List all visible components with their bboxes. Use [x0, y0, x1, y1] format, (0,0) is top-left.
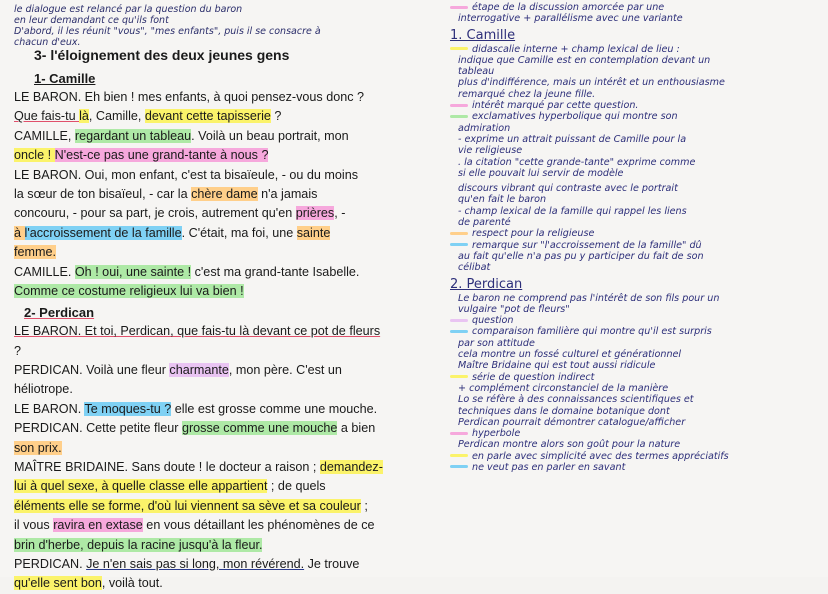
text-segment: , Camille, — [88, 109, 145, 124]
note-text: Maître Bridaine qui est tout aussi ridicule — [458, 360, 656, 372]
handwritten-note: en leur demandant ce qu'ils font — [14, 15, 169, 26]
text-line — [14, 204, 454, 223]
note-text: Perdican pourrait démontrer catalogue/afficher — [458, 416, 686, 428]
text-segment: LE BARON. — [14, 401, 85, 416]
note-line — [450, 13, 828, 24]
text-line — [14, 127, 454, 146]
text-segment: elle est grosse comme une mouche. — [171, 401, 378, 416]
text-segment: CAMILLE, — [14, 128, 75, 143]
note-text: plus d'indifférence, mais un intérêt et un enthousiasme — [458, 77, 725, 89]
highlight-marker — [450, 375, 468, 378]
highlighted-text: devant cette tapisserie — [144, 109, 271, 124]
text-segment: PERDICAN. — [14, 556, 87, 571]
highlighted-text: éléments elle se forme, d'où lui viennent sa sève et sa couleur — [14, 498, 361, 513]
text-segment: PERDICAN. Cette petite fleur — [14, 421, 182, 436]
highlight-marker — [450, 6, 468, 9]
text-line — [14, 400, 454, 419]
note-line — [450, 77, 828, 88]
text-line — [14, 224, 454, 243]
note-text: hyperbole — [472, 428, 521, 440]
note-text: Perdican montre alors son goût pour la nature — [458, 439, 681, 451]
note-line — [450, 338, 828, 349]
note-text: de parenté — [458, 217, 511, 229]
text-segment: ? — [14, 343, 22, 358]
note-line — [450, 89, 828, 100]
text-line — [14, 361, 454, 380]
highlighted-text: brin d'herbe, depuis la racine jusqu'à la fleur. — [14, 537, 263, 552]
highlighted-text: Je n'en sais pas si long, mon révérend. — [86, 556, 305, 571]
highlight-marker — [450, 465, 468, 468]
note-text: remarque sur "l'accroissement de la famille" dû — [472, 239, 702, 251]
note-text: qu'en fait le baron — [458, 194, 547, 206]
note-line — [450, 2, 828, 13]
highlighted-text: sainte — [296, 225, 331, 240]
text-segment: il vous — [14, 518, 54, 533]
text-segment: . Voilà un beau portrait, mon — [191, 128, 349, 143]
note-text: au fait qu'elle n'a pas pu y participer du fait de son — [458, 250, 704, 262]
text-line — [14, 380, 454, 399]
highlighted-text: l'accroissement de la famille — [24, 225, 182, 240]
text-line — [14, 322, 454, 341]
text-line — [14, 282, 454, 301]
text-line — [14, 88, 454, 107]
text-line — [14, 555, 454, 574]
handwritten-note: D'abord, il les réunit "vous", "mes enfants", puis il se consacre à — [14, 26, 321, 37]
note-line — [450, 394, 828, 405]
note-text: 1. Camille — [450, 27, 516, 43]
note-text: + complément circonstanciel de la manière — [458, 382, 669, 394]
highlighted-text: chère dame — [191, 186, 258, 201]
note-line — [450, 326, 828, 337]
note-text: remarqué chez la jeune fille. — [458, 88, 596, 100]
note-line — [450, 315, 828, 326]
text-segment: a bien — [337, 421, 376, 436]
note-text: techniques dans le domaine botanique dont — [458, 405, 670, 417]
highlighted-text: femme. — [14, 245, 56, 260]
text-segment: , - — [334, 206, 346, 221]
highlight-marker — [450, 104, 468, 107]
text-segment: c'est ma grand-tante Isabelle. — [191, 264, 360, 279]
notes-list — [450, 2, 828, 473]
text-segment: MAÎTRE BRIDAINE. Sans doute ! le docteur a raison ; — [14, 460, 320, 475]
note-text: étape de la discussion amorcée par une — [472, 2, 665, 13]
note-line — [450, 240, 828, 251]
handwritten-note: chacun d'eux. — [14, 37, 81, 48]
highlight-marker — [450, 243, 468, 246]
note-line — [450, 206, 828, 217]
highlighted-text: Comme ce costume religieux lui va bien ! — [14, 283, 244, 298]
note-line — [450, 44, 828, 55]
note-line — [450, 349, 828, 360]
note-line — [450, 417, 828, 428]
highlight-marker — [450, 330, 468, 333]
note-text: respect pour la religieuse — [472, 228, 595, 240]
highlighted-text: là — [79, 109, 89, 124]
text-segment: en vous détaillant les phénomènes de ce — [142, 518, 375, 533]
text-segment: ; — [360, 498, 368, 513]
note-text: par son attitude — [458, 337, 535, 349]
note-line — [450, 251, 828, 262]
text-line — [14, 439, 454, 458]
text-segment: ; de quels — [267, 479, 326, 494]
highlighted-text: N'est-ce pas une grand-tante à nous ? — [54, 148, 269, 163]
note-line — [450, 372, 828, 383]
note-text: question — [472, 315, 514, 327]
note-line — [450, 66, 828, 77]
highlighted-text: Te moques-tu ? — [84, 401, 172, 416]
notes-column — [450, 0, 828, 473]
highlighted-text: LE BARON. Et toi, Perdican, que fais-tu là devant ce pot de fleurs — [14, 324, 381, 339]
note-text: didascalie interne + champ lexical de lieu : — [472, 43, 680, 55]
text-segment: , voilà tout. — [101, 576, 163, 591]
note-text: Le baron ne comprend pas l'intérêt de son fils pour un — [458, 292, 720, 304]
text-segment: . C'était, ma foi, une — [181, 225, 297, 240]
note-line — [450, 100, 828, 111]
perdican-passage — [14, 322, 454, 593]
note-line — [450, 194, 828, 205]
note-text: série de question indirect — [472, 371, 595, 383]
note-line — [450, 183, 828, 194]
note-text: ne veut pas en parler en savant — [472, 461, 626, 473]
text-segment: héliotrope. — [14, 382, 73, 397]
note-text: admiration — [458, 122, 511, 134]
note-line — [450, 451, 828, 462]
text-line — [14, 574, 454, 593]
note-line — [450, 439, 828, 450]
text-segment: CAMILLE. — [14, 264, 75, 279]
note-line — [450, 293, 828, 304]
note-text: interrogative + parallélisme avec une variante — [458, 13, 683, 25]
text-segment: ? — [270, 109, 282, 124]
section-title: 3- l'éloignement des deux jeunes gens — [34, 47, 290, 63]
note-line — [450, 145, 828, 156]
highlighted-text: lui à quel sexe, à quelle classe elle appartient — [14, 479, 268, 494]
note-text: cela montre un fossé culturel et générationnel — [458, 349, 682, 361]
text-line — [14, 497, 454, 516]
text-line — [14, 166, 454, 185]
note-text: célibat — [458, 262, 491, 274]
note-line — [450, 462, 828, 473]
subsection-title: 2- Perdican — [24, 305, 95, 321]
text-line — [14, 342, 454, 361]
highlight-marker — [450, 454, 468, 457]
note-line — [450, 360, 828, 371]
highlight-marker — [450, 47, 468, 50]
subsection-title: 1- Camille — [34, 71, 96, 86]
text-column — [14, 0, 454, 594]
text-line — [14, 107, 454, 126]
text-segment: LE BARON. Oui, mon enfant, c'est ta bisaïeule, - ou du moins — [14, 167, 359, 182]
note-text: en parle avec simplicité avec des termes appréciatifs — [472, 450, 729, 462]
note-line — [450, 228, 828, 239]
text-segment: PERDICAN. Voilà une fleur — [14, 363, 170, 378]
note-line — [450, 406, 828, 417]
note-line — [450, 383, 828, 394]
text-line — [14, 146, 454, 165]
handwritten-note: le dialogue est relancé par la question du baron — [14, 4, 243, 15]
note-line — [450, 157, 828, 168]
text-line — [14, 419, 454, 438]
text-segment: n'a jamais — [257, 186, 318, 201]
highlight-marker — [450, 232, 468, 235]
highlighted-text: regardant un tableau — [74, 128, 192, 143]
note-line — [450, 134, 828, 145]
note-line — [450, 123, 828, 134]
text-segment: , mon père. C'est un — [228, 363, 342, 378]
note-heading — [450, 277, 828, 293]
note-heading — [450, 28, 828, 44]
text-line — [14, 477, 454, 496]
text-segment: concouru, - pour sa part, je crois, autrement qu'en — [14, 206, 296, 221]
highlighted-text: oncle ! — [14, 148, 55, 163]
note-text: . la citation "cette grande-tante" exprime comme — [458, 156, 696, 168]
text-segment: la sœur de ton bisaïeul, - car la — [14, 186, 192, 201]
note-text: 2. Perdican — [450, 276, 523, 292]
note-text: intérêt marqué par cette question. — [472, 100, 639, 112]
note-line — [450, 428, 828, 439]
note-text: discours vibrant qui contraste avec le portrait — [458, 183, 678, 195]
text-line — [14, 185, 454, 204]
text-line — [14, 458, 454, 477]
text-line — [14, 263, 454, 282]
note-line — [450, 55, 828, 66]
note-text: - champ lexical de la famille qui rappel les liens — [458, 205, 687, 217]
note-text: - exprime un attrait puissant de Camille pour la — [458, 133, 687, 145]
highlighted-text: charmante — [169, 363, 229, 378]
note-text: Lo se réfère à des connaissances scientifiques et — [458, 394, 694, 406]
note-text: vie religieuse — [458, 145, 523, 157]
highlighted-text: Que fais-tu — [14, 109, 80, 124]
note-text: comparaison familière qui montre qu'il est surpris — [472, 326, 712, 338]
note-text: indique que Camille est en contemplation devant un — [458, 54, 711, 66]
highlighted-text: grosse comme une mouche — [181, 421, 338, 436]
note-text: exclamatives hyperbolique qui montre son — [472, 111, 678, 123]
note-line — [450, 304, 828, 315]
highlighted-text: à — [14, 225, 25, 240]
highlight-marker — [450, 432, 468, 435]
highlight-marker — [450, 319, 468, 322]
note-text: vulgaire "pot de fleurs" — [458, 303, 570, 315]
text-line — [14, 536, 454, 555]
highlighted-text: Oh ! oui, une sainte ! — [74, 264, 192, 279]
text-segment: Je trouve — [304, 556, 360, 571]
highlight-marker — [450, 115, 468, 118]
note-line — [450, 262, 828, 273]
camille-passage — [14, 88, 454, 301]
note-text: tableau — [458, 66, 495, 78]
note-line — [450, 168, 828, 179]
note-line — [450, 217, 828, 228]
text-segment: LE BARON. Eh bien ! mes enfants, à quoi pensez-vous donc ? — [14, 90, 365, 104]
text-line — [14, 516, 454, 535]
highlighted-text: qu'elle sent bon — [14, 576, 102, 591]
highlighted-text: demandez- — [319, 460, 383, 475]
text-line — [14, 243, 454, 262]
highlighted-text: son prix. — [14, 440, 62, 455]
note-line — [450, 111, 828, 122]
highlighted-text: prières — [295, 206, 335, 221]
highlighted-text: ravira en extase — [53, 518, 143, 533]
note-text: si elle pouvait lui servir de modèle — [458, 167, 624, 179]
